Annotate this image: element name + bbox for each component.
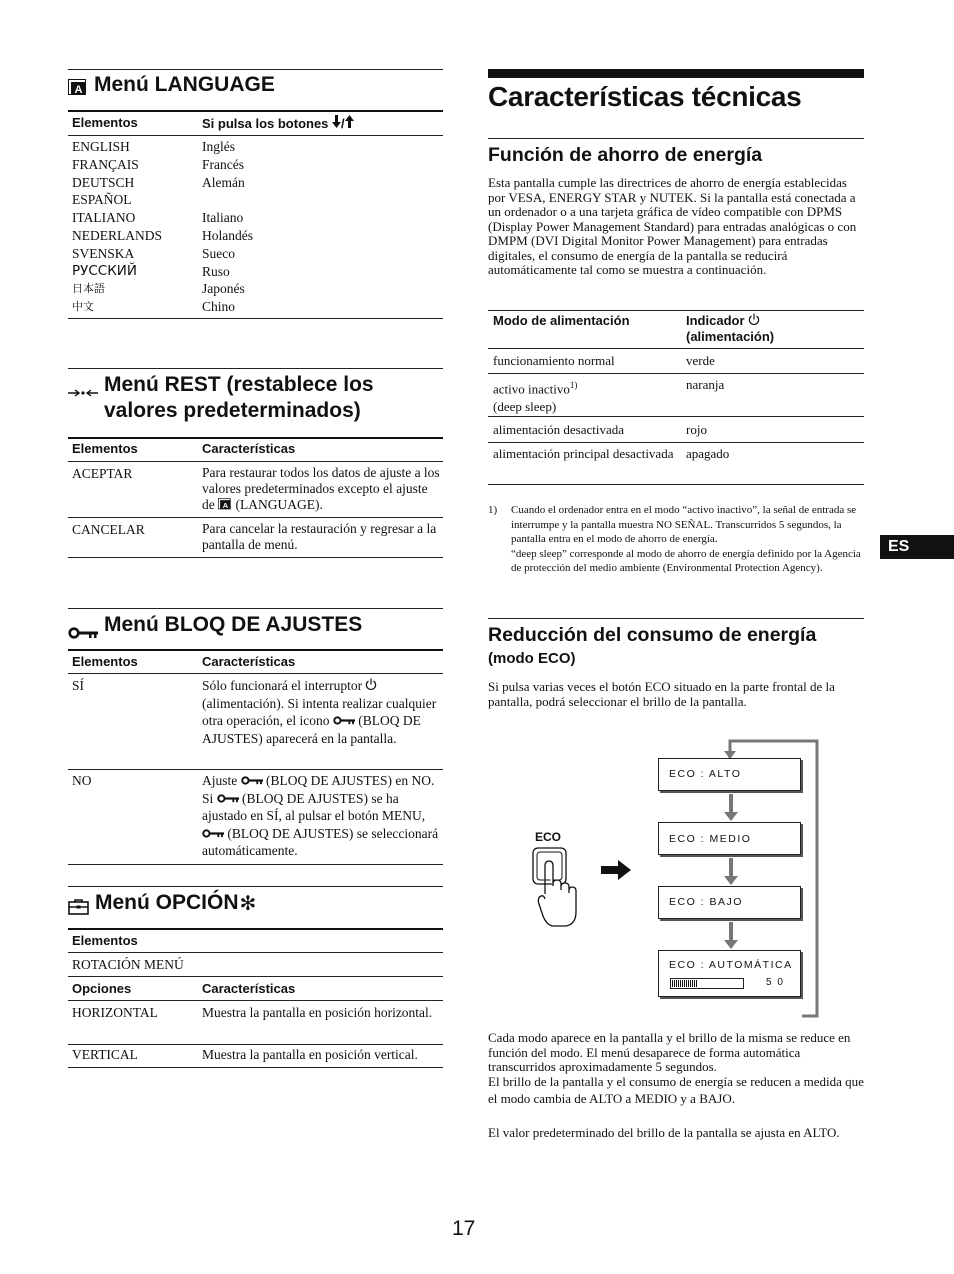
brightness-bar [670, 978, 744, 989]
power-indicator: rojo [686, 422, 707, 437]
divider [68, 318, 443, 319]
table-row [68, 138, 443, 156]
row-desc: Muestra la pantalla en posición horizontal. [202, 1005, 433, 1020]
footnote-mark: 1) [488, 504, 498, 516]
option-menu-title: Menú OPCIÓN [95, 891, 239, 914]
eco-button-hand-icon [528, 846, 582, 930]
row-desc: Para restaurar todos los datos de ajuste a los valores predeterminados excepto el ajuste de A (LANGUAGE). [202, 465, 440, 512]
divider [68, 1067, 443, 1068]
language-menu-title: Menú LANGUAGE [94, 73, 275, 96]
divider [68, 769, 443, 770]
rest-menu-title: Menú REST (restablece los valores predeterminados) [104, 373, 374, 422]
power-icon [748, 313, 760, 326]
eco-para-2: El brillo de la pantalla y el consumo de energía se reducen a medida que el modo cambia de ALTO a MEDIO y a BAJO. [488, 1074, 864, 1106]
power-indicator: naranja [686, 377, 725, 392]
col-header: Modo de alimentación [493, 313, 630, 328]
divider [488, 618, 864, 619]
footnote: Cuando el ordenador entra en el modo “activo inactivo”, la señal de entrada se interrumpe y la pantalla muestra NO SEÑAL. Transcurridos 5 segundos, la pantalla entra en el modo de ahorro de energía. “deep sleep” corresponde al modo de ahorro de energía definido por la Agencia de protección del medio ambiente (Environmental Protection Agency). [511, 504, 861, 574]
eco-title: Reducción del consumo de energía [488, 624, 817, 646]
power-saving-title: Función de ahorro de energía [488, 144, 763, 166]
row-item: SÍ [72, 678, 85, 693]
table-row [68, 263, 443, 281]
up-arrow-icon [345, 115, 354, 128]
title-bar [488, 69, 864, 78]
key-icon [241, 776, 263, 785]
row-item: FRANÇAIS [72, 156, 139, 172]
divider [68, 110, 443, 112]
down-arrow-icon [724, 858, 738, 886]
table-row [68, 174, 443, 192]
row-item: ACEPTAR [72, 466, 133, 481]
col-header: Opciones [72, 981, 132, 996]
table-row [68, 209, 443, 227]
row-item: РУССКИЙ [72, 262, 138, 279]
divider [488, 416, 864, 417]
row-item: ESPAÑOL [72, 192, 132, 208]
row-item: VERTICAL [72, 1047, 138, 1062]
row-item: HORIZONTAL [72, 1005, 158, 1020]
divider [68, 135, 443, 136]
divider [68, 461, 443, 462]
row-item: ITALIANO [72, 210, 136, 226]
power-indicator: verde [686, 353, 715, 368]
language-icon [218, 498, 232, 510]
divider [68, 557, 443, 558]
eco-para-1: Cada modo aparece en la pantalla y el brillo de la misma se reduce en función del modo. El menú desaparece de forma automática transcurridos aproximadamente 5 segundos. [488, 1030, 851, 1074]
row-item: SVENSKA [72, 245, 135, 261]
divider [68, 1044, 443, 1045]
key-icon [202, 829, 224, 838]
lock-menu-title: Menú BLOQ DE AJUSTES [104, 613, 363, 636]
row-value: Italiano [202, 210, 244, 226]
divider [488, 138, 864, 139]
eco-box-bajo: ECO : BAJO [658, 886, 801, 919]
divider [68, 368, 443, 369]
row-desc: Ajuste (BLOQ DE AJUSTES) en NO. Si (BLOQ DE AJUSTES) se ha ajustado en SÍ, al pulsar el botón MENU, (BLOQ DE AJUSTES) se seleccionará automáticamente. [202, 773, 439, 858]
key-icon [333, 716, 355, 725]
row-value: Francés [202, 156, 244, 172]
eco-button-label: ECO [535, 830, 562, 844]
lock-menu-heading [68, 612, 362, 646]
divider [488, 484, 864, 485]
table-row [68, 245, 443, 263]
eco-box-automatica: ECO : AUTOMÁTICA 5 0 [658, 950, 801, 997]
power-mode: alimentación principal desactivada [493, 446, 674, 461]
divider [68, 976, 443, 977]
col-header: Características [202, 441, 296, 456]
row-item: NEDERLANDS [72, 227, 162, 243]
row-value: Sueco [202, 245, 235, 261]
row-value: Japonés [202, 281, 245, 297]
table-row [68, 280, 443, 298]
page-title: Características técnicas [488, 81, 802, 112]
col-header: Características [202, 981, 296, 996]
row-desc: Muestra la pantalla en posición vertical. [202, 1047, 418, 1062]
divider [488, 310, 864, 311]
divider [68, 864, 443, 865]
divider [68, 649, 443, 651]
row-item: 中文 [72, 300, 94, 314]
option-menu-heading [68, 890, 256, 922]
divider [68, 608, 443, 609]
col-header: Si pulsa los botones / [202, 115, 354, 132]
row-desc: Para cancelar la restauración y regresar a la pantalla de menú. [202, 521, 437, 552]
divider [488, 442, 864, 443]
row-desc: Sólo funcionará el interruptor (alimentación). Si intenta realizar cualquier otra operación, el icono (BLOQ DE AJUSTES) aparecerá en la pantalla. [202, 678, 437, 746]
language-list [68, 138, 443, 316]
down-arrow-icon [332, 115, 341, 128]
row-item: 日本語 [72, 282, 105, 296]
col-header: Elementos [72, 933, 138, 948]
divider [68, 928, 443, 930]
eco-box-medio: ECO : MEDIO [658, 822, 801, 855]
divider [488, 348, 864, 349]
toolbox-icon [68, 896, 89, 922]
down-arrow-icon [724, 922, 738, 950]
row-value: Alemán [202, 174, 245, 190]
divider [68, 1000, 443, 1001]
brightness-value: 5 0 [766, 977, 785, 988]
row-value: Chino [202, 299, 236, 315]
eco-box-alto: ECO : ALTO [658, 758, 801, 791]
row-item: ENGLISH [72, 139, 130, 154]
rest-menu-heading [68, 372, 443, 424]
divider [68, 517, 443, 518]
table-row [68, 227, 443, 245]
page-number: 17 [452, 1217, 476, 1240]
col-header: Características [202, 654, 296, 669]
divider [68, 69, 443, 70]
eco-subtitle: (modo ECO) [488, 650, 576, 667]
row-value: Ruso [202, 263, 230, 279]
key-icon [217, 794, 239, 803]
power-mode: activo inactivo$^{1)}$ (deep sleep) [493, 380, 578, 414]
down-arrow-icon [724, 794, 738, 822]
row-value: Holandés [202, 227, 253, 243]
svg-text:A: A [74, 84, 83, 96]
table-row [68, 156, 443, 174]
power-mode: alimentación desactivada [493, 422, 625, 437]
table-row [68, 191, 443, 209]
power-indicator: apagado [686, 446, 730, 461]
reset-icon [68, 379, 98, 405]
row-item: NO [72, 773, 92, 788]
table-row [68, 298, 443, 316]
language-tab: ES [880, 535, 954, 559]
col-header: Elementos [72, 115, 138, 130]
eco-para-3: El valor predeterminado del brillo de la pantalla se ajusta en ALTO. [488, 1125, 840, 1140]
col-header: Indicador (alimentación) [686, 313, 775, 344]
row-value: Inglés [202, 139, 235, 154]
key-icon [68, 620, 98, 646]
brightness-bar-fill [672, 980, 697, 987]
power-saving-intro: Esta pantalla cumple las directrices de ahorro de energía establecidas por VESA, ENERGY STAR y NUTEK. Si la pantalla está conectada a un ordenador o a una tarjeta gráfica de vídeo compatible con DPMS (Display Power Management Standard) para entradas analógicas o con DMPM (DVI Digital Monitor Power Management) para entradas digitales, el consumo de energía de la pantalla se reducirá automáticamente tal como se muestra a continuación. [488, 175, 857, 277]
divider [68, 437, 443, 439]
right-arrow-icon [601, 859, 631, 881]
col-header: Elementos [72, 654, 138, 669]
row-item: CANCELAR [72, 522, 145, 537]
language-menu-heading [68, 72, 275, 103]
power-mode: funcionamiento normal [493, 353, 615, 368]
row-item: ROTACIÓN MENÚ [72, 957, 184, 972]
asterisk-icon: ✻ [239, 893, 257, 915]
col-header: Elementos [72, 441, 138, 456]
svg-text:A: A [222, 500, 229, 510]
row-item: DEUTSCH [72, 174, 135, 190]
divider [68, 886, 443, 887]
divider [68, 952, 443, 953]
eco-intro: Si pulsa varias veces el botón ECO situado en la parte frontal de la pantalla, podrá seleccionar el brillo de la pantalla. [488, 679, 835, 709]
divider [68, 673, 443, 674]
divider [488, 373, 864, 374]
power-icon [365, 678, 377, 691]
language-icon [68, 77, 88, 103]
